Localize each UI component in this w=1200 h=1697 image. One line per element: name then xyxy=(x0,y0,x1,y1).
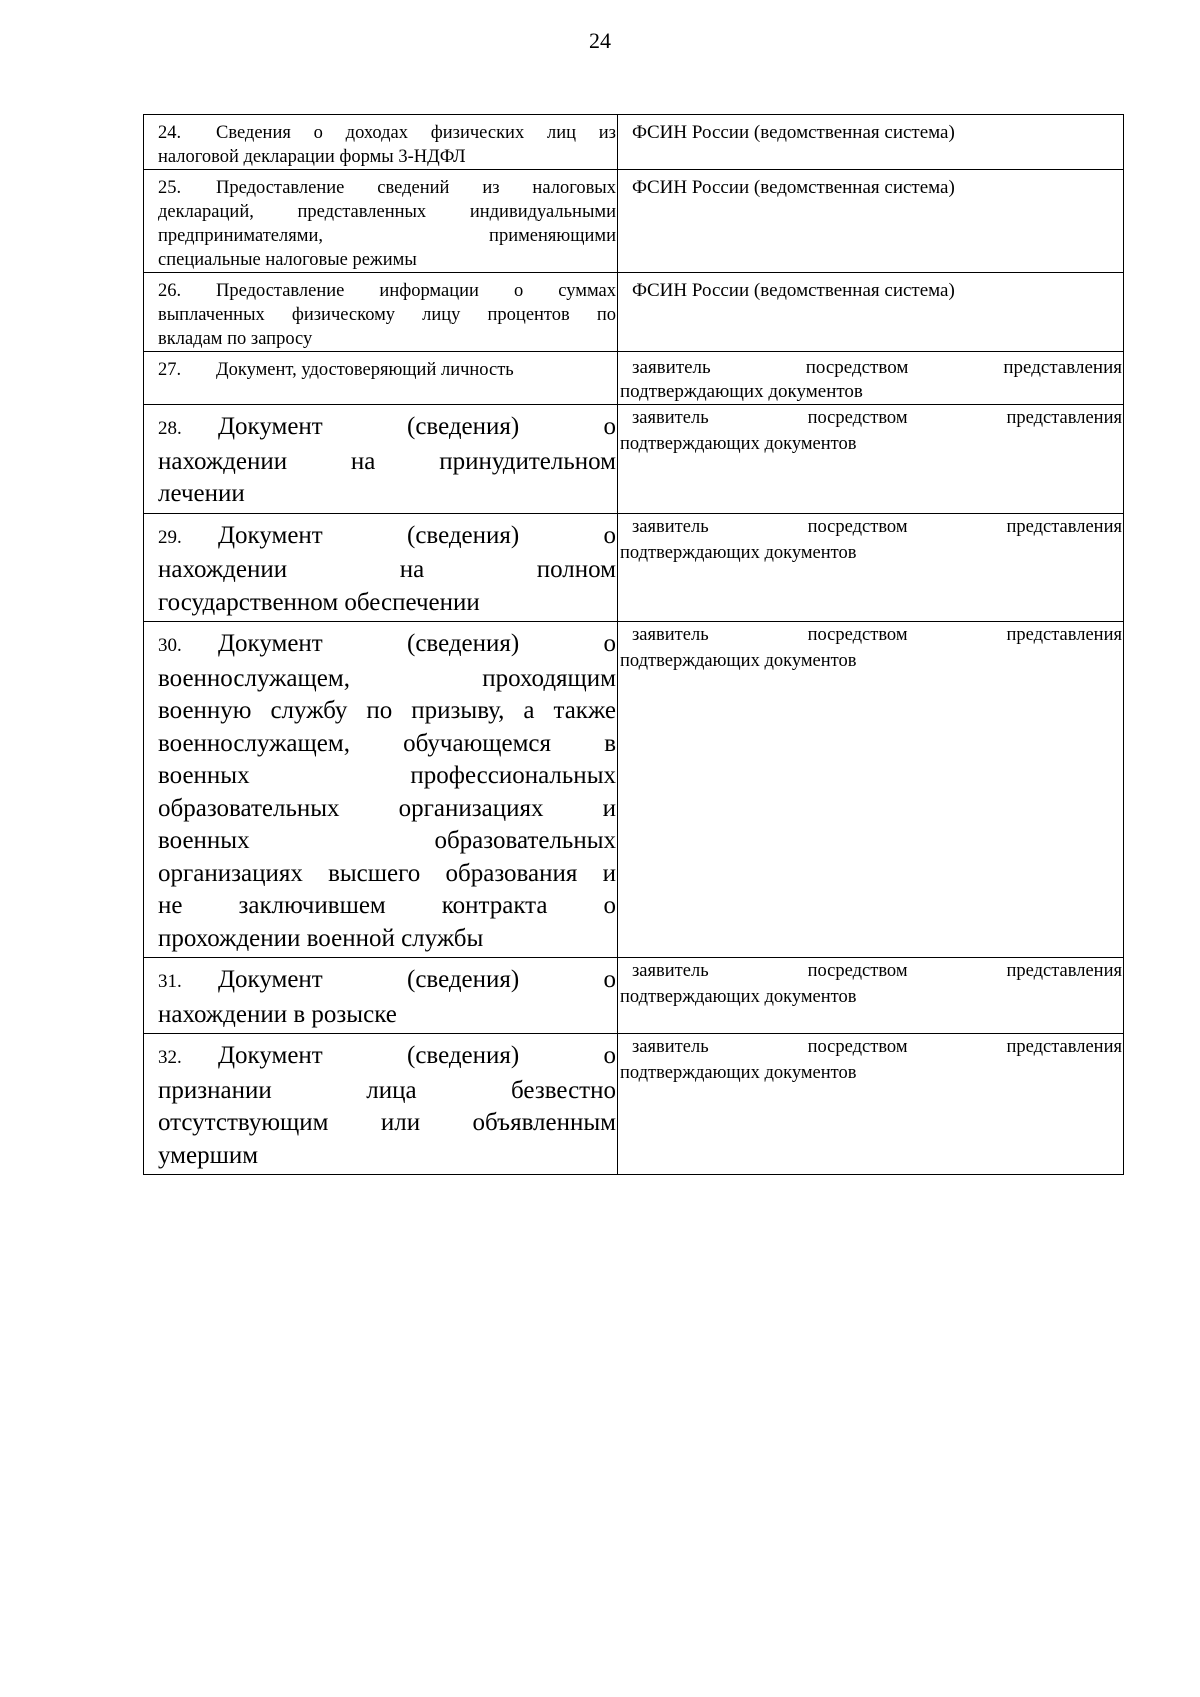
document-name-line: отсутствующим или объявленным xyxy=(158,1109,616,1136)
table-row xyxy=(144,958,1124,1034)
table-row xyxy=(144,622,1124,958)
table-row xyxy=(144,352,1124,405)
document-name-line: выплаченных физическому лицу процентов по xyxy=(158,305,616,325)
document-name-line: организациях высшего образования и xyxy=(158,859,616,887)
document-name-line: нахождении на принудительном xyxy=(158,447,616,475)
document-name-line: Документ (сведения) о xyxy=(218,521,616,549)
source-line: заявитель посредством представления xyxy=(632,961,1122,981)
source-line: заявитель посредством представления xyxy=(632,1037,1122,1057)
row-number: 31. xyxy=(158,971,182,992)
document-name-line: военнослужащем, обучающемся в xyxy=(158,729,616,757)
documents-table xyxy=(143,114,1124,1175)
document-name-line: лечении xyxy=(158,480,245,507)
document-name-line: Предоставление сведений из налоговых xyxy=(216,178,616,198)
document-name-line: Документ, удостоверяющий личность xyxy=(216,360,514,380)
source-cell xyxy=(618,352,1124,405)
source-line: заявитель посредством представления xyxy=(632,408,1122,428)
source-line: подтверждающих документов xyxy=(620,987,857,1007)
row-number: 25. xyxy=(158,178,182,198)
source-line: подтверждающих документов xyxy=(620,1063,857,1083)
source-cell xyxy=(618,405,1124,514)
page-number: 24 xyxy=(589,28,611,53)
row-number: 28. xyxy=(158,418,182,439)
document-name-cell xyxy=(144,352,618,405)
document-name-cell xyxy=(144,622,618,958)
source-line: подтверждающих документов xyxy=(620,542,857,563)
table-row xyxy=(144,115,1124,170)
source-line: ФСИН России (ведомственная система) xyxy=(632,122,955,143)
source-line: ФСИН России (ведомственная система) xyxy=(632,280,955,301)
document-name-line: военную службу по призыву, а также xyxy=(158,697,616,724)
document-name-line: прохождении военной службы xyxy=(158,924,484,952)
document-name-line: Предоставление информации о суммах xyxy=(216,281,616,301)
document-name-cell xyxy=(144,958,618,1034)
document-name-line: предпринимателями, применяющими xyxy=(158,226,616,246)
document-name-cell xyxy=(144,273,618,352)
document-name-line: Сведения о доходах физических лиц из xyxy=(216,123,616,143)
source-cell xyxy=(618,273,1124,352)
source-cell xyxy=(618,170,1124,273)
source-line: заявитель посредством представления xyxy=(632,625,1122,645)
document-name-line: признании лица безвестно xyxy=(158,1076,616,1104)
source-line: заявитель посредством представления xyxy=(632,516,1122,537)
document-name-line: не заключившем контракта о xyxy=(158,892,616,919)
table-row xyxy=(144,273,1124,352)
source-line: ФСИН России (ведомственная система) xyxy=(632,177,955,198)
row-number: 32. xyxy=(158,1047,182,1068)
source-cell xyxy=(618,115,1124,170)
document-name-line: Документ (сведения) о xyxy=(218,966,616,993)
row-number: 26. xyxy=(158,281,182,301)
source-line: заявитель посредством представления xyxy=(632,357,1122,378)
source-cell xyxy=(618,958,1124,1034)
document-name-line: нахождении в розыске xyxy=(158,1000,397,1028)
row-number: 29. xyxy=(158,526,182,548)
row-number: 27. xyxy=(158,360,182,380)
document-name-line: военнослужащем, проходящим xyxy=(158,664,616,692)
document-name-cell xyxy=(144,115,618,170)
source-cell xyxy=(618,622,1124,958)
table-row xyxy=(144,513,1124,622)
document-name-cell xyxy=(144,405,618,514)
table-row xyxy=(144,1034,1124,1175)
document-name-line: военных образовательных xyxy=(158,827,616,854)
document-name-line: нахождении на полном xyxy=(158,556,616,583)
document-name-line: вкладам по запросу xyxy=(158,329,313,349)
table-row xyxy=(144,405,1124,514)
document-name-line: образовательных организациях и xyxy=(158,794,616,822)
document-name-cell xyxy=(144,170,618,273)
source-line: подтверждающих документов xyxy=(620,651,857,671)
document-name-cell xyxy=(144,1034,618,1175)
document-name-line: деклараций, представленных индивидуальными xyxy=(158,202,616,222)
source-line: подтверждающих документов xyxy=(620,381,863,402)
document-name-line: государственном обеспечении xyxy=(158,588,480,616)
source-cell xyxy=(618,513,1124,622)
document-name-cell xyxy=(144,513,618,622)
document-name-line: Документ (сведения) о xyxy=(218,630,616,657)
row-number: 24. xyxy=(158,123,182,143)
document-name-line: налоговой декларации формы 3-НДФЛ xyxy=(158,147,466,167)
source-cell xyxy=(618,1034,1124,1175)
document-name-line: Документ (сведения) о xyxy=(218,1042,616,1069)
document-name-line: военных профессиональных xyxy=(158,762,616,789)
table-row xyxy=(144,170,1124,273)
document-name-line: умершим xyxy=(158,1141,259,1169)
document-name-line: специальные налоговые режимы xyxy=(158,250,417,270)
source-line: подтверждающих документов xyxy=(620,434,857,454)
document-name-line: Документ (сведения) о xyxy=(218,413,616,440)
row-number: 30. xyxy=(158,635,182,656)
